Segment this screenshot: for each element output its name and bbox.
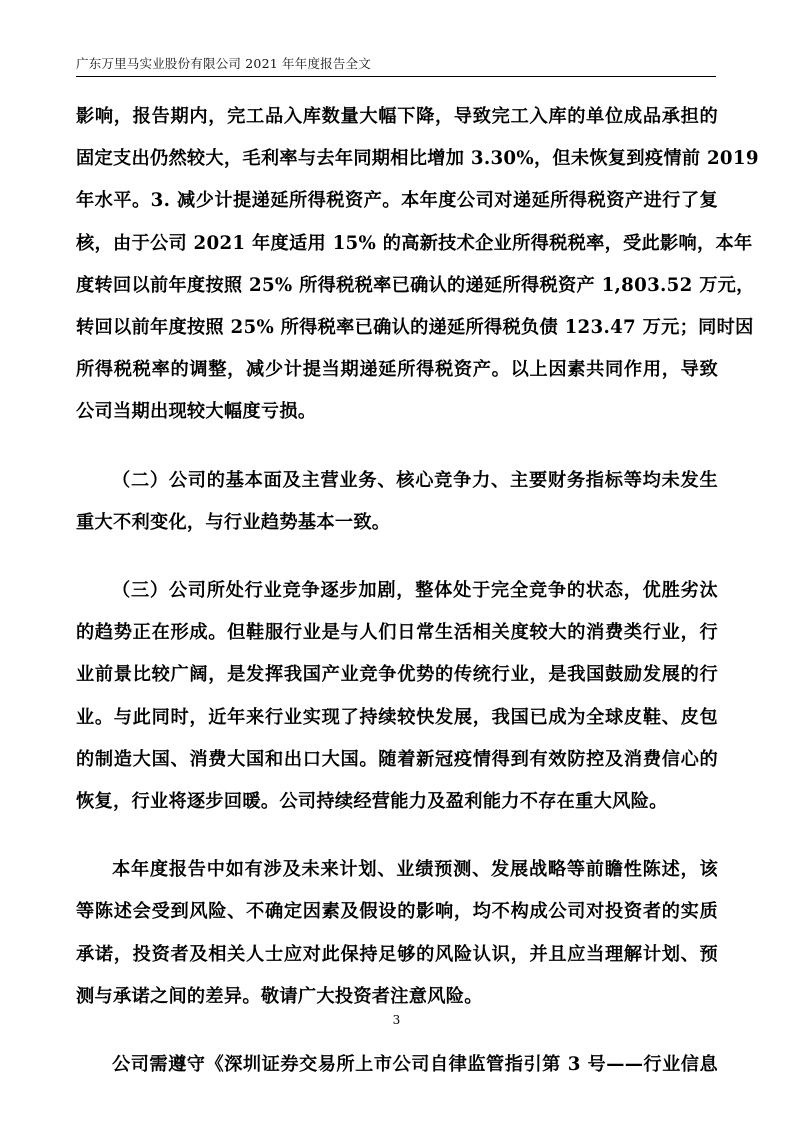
paragraph-line: 承诺，投资者及相关人士应对此保持足够的风险认识，并且应当理解计划、预 [76,943,718,965]
paragraph-line: 测与承诺之间的差异。敬请广大投资者注意风险。 [76,985,483,1007]
paragraph-line: 公司需遵守《深圳证券交易所上市公司自律监管指引第 3 号——行业信息 [112,1054,718,1076]
paragraph-line: 业前景比较广阔，是发挥我国产业竞争优势的传统行业，是我国鼓励发展的行 [76,664,718,686]
paragraph-line: （二）公司的基本面及主营业务、核心竞争力、主要财务指标等均未发生 [112,469,718,491]
paragraph-line: 核，由于公司 2021 年度适用 15% 的高新技术企业所得税税率，受此影响，本年 [76,232,753,254]
paragraph-line: 重大不利变化，与行业趋势基本一致。 [76,511,391,533]
paragraph [76,460,718,544]
paragraph-line: 转回以前年度按照 25% 所得税率已确认的递延所得税负债 123.47 万元；同时因 [76,317,754,339]
paragraph-line: 的制造大国、消费大国和出口大国。随着新冠疫情得到有效防控及消费信心的 [76,748,718,770]
paragraph-line: 影响，报告期内，完工品入库数量大幅下降，导致完工入库的单位成品承担的 [76,106,718,127]
paragraph-line: 恢复，行业将逐步回暖。公司持续经营能力及盈利能力不存在重大风险。 [76,791,668,813]
report-header: 广东万里马实业股份有限公司 2021 年年度报告全文 [76,56,371,71]
paragraph-line: 固定支出仍然较大，毛利率与去年同期相比增加 3.30%，但未恢复到疫情前 2019 [76,148,759,170]
paragraph [76,96,759,434]
paragraph [76,570,718,823]
paragraph-line: 等陈述会受到风险、不确定因素及假设的影响，均不构成公司对投资者的实质 [76,901,718,923]
page-number: 3 [392,1013,401,1027]
paragraph-line: 业。与此同时，近年来行业实现了持续较快发展，我国已成为全球皮鞋、皮包 [76,706,718,728]
header-rule [76,76,716,77]
paragraph-line: 本年度报告中如有涉及未来计划、业绩预测、发展战略等前瞻性陈述，该 [112,859,718,881]
paragraph [76,849,718,1018]
paragraph-line: 公司当期出现较大幅度亏损。 [76,401,317,423]
paragraph-line: （三）公司所处行业竞争逐步加剧，整体处于完全竞争的状态，优胜劣汰 [112,580,718,602]
paragraph-line: 所得税税率的调整，减少计提当期递延所得税资产。以上因素共同作用，导致 [76,359,718,381]
paragraph-line: 年水平。3. 减少计提递延所得税资产。本年度公司对递延所得税资产进行了复 [76,190,718,212]
report-body [76,96,759,1112]
paragraph-line: 度转回以前年度按照 25% 所得税税率已确认的递延所得税资产 1,803.52 万元， [76,274,755,296]
paragraph-line: 的趋势正在形成。但鞋服行业是与人们日常生活相关度较大的消费类行业，行 [76,622,718,644]
paragraph [76,1044,718,1086]
